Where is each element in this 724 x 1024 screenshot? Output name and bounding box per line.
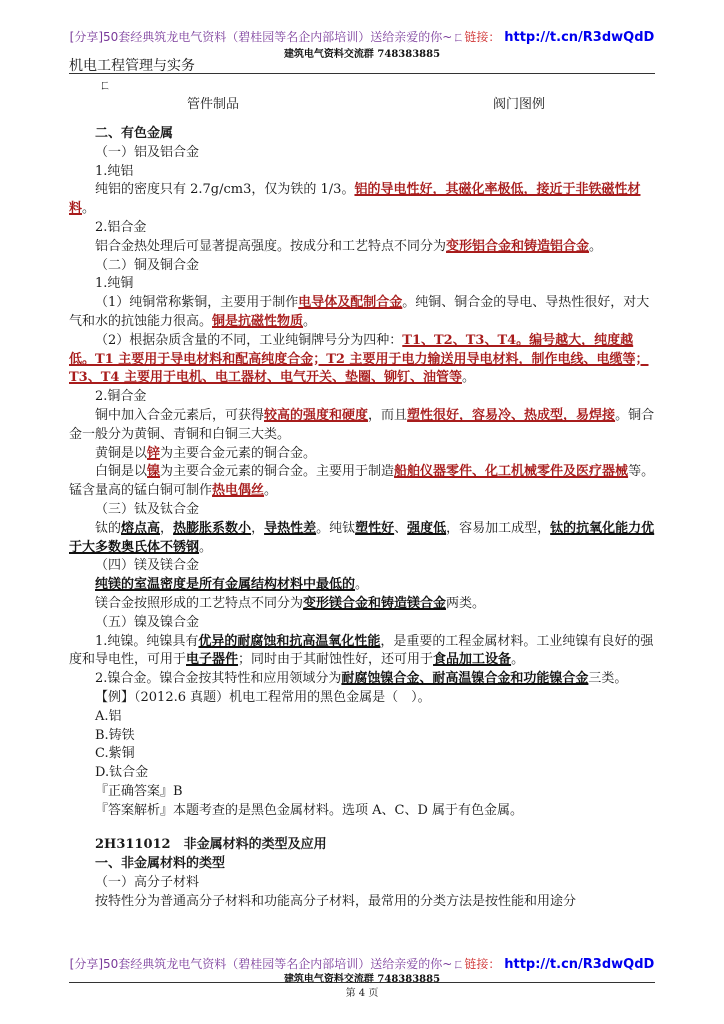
para-brass: 黄铜是以锌为主要合金元素的铜合金。: [95, 445, 317, 461]
para-cupronickel: 白铜是以镍为主要合金元素的铜合金。主要用于制造船舶仪器零件、化工机械零件及医疗器械等。锰含量高的锰白铜可制作热电偶丝。: [69, 464, 655, 499]
para-magnesium-1: 纯镁的室温密度是所有金属结构材料中最低的。: [95, 577, 369, 593]
figure-captions: [69, 76, 655, 114]
section-nonmetal-types: 一、非金属材料的类型: [95, 856, 226, 872]
document-body: [69, 76, 655, 912]
option-b: B.铸铁: [95, 727, 135, 743]
para-pure-aluminum: 纯铝的密度只有 2.7g/cm3，仅为铁的 1/3。铝的导电性好，其磁化率极低，接近于非铁磁性材料。: [69, 182, 641, 217]
highlight: 铜是抗磁性物质: [212, 313, 304, 329]
para-magnesium-2: 镁合金按照形成的工艺特点不同分为变形镁合金和铸造镁合金两类。: [95, 595, 486, 611]
footer-rule: [69, 982, 655, 983]
footer-share-text: [分享]50套经典筑龙电气资料（碧桂园等名企内部培训）送给亲爱的你~: [69, 957, 453, 971]
heading-aluminum: （一）铝及铝合金: [95, 144, 200, 160]
highlight: 强度低: [407, 520, 447, 536]
option-c: C.紫铜: [95, 746, 135, 762]
para-titanium: 钛的熔点高，热膨胀系数小，导热性差。纯钛塑性好、强度低，容易加工成型，钛的抗氧化能力优于大多数奥氏体不锈钢。: [69, 520, 655, 555]
highlight: 食品加工设备: [433, 652, 512, 668]
heading-polymer: （一）高分子材料: [95, 875, 200, 891]
page-number: 第 4 页: [345, 988, 379, 999]
option-a: A.铝: [95, 708, 122, 724]
heading-nickel: （五）镍及镍合金: [95, 614, 200, 630]
highlight: 优异的耐腐蚀和抗高温氧化性能: [198, 633, 381, 649]
section-nonferrous: 二、有色金属: [95, 126, 174, 141]
highlight: 钛的抗氧化能力优于大多数奥氏体不锈钢: [69, 520, 655, 555]
footer-link-label: 链接：: [464, 957, 501, 971]
highlight: 镍: [147, 464, 161, 480]
heading-pure-copper: 1.纯铜: [95, 276, 134, 292]
caption-fittings: 管件制品: [187, 97, 240, 112]
footer-glyph: ㄈ: [452, 957, 465, 971]
example-question: 【例】（2012.6 真题）机电工程常用的黑色金属是（ ）。: [95, 689, 431, 705]
header-link-label: 链接：: [464, 30, 501, 44]
heading-titanium: （三）钛及钛合金: [95, 501, 200, 517]
section-title-2h311012: 2H311012 非金属材料的类型及应用: [95, 837, 327, 853]
para-pure-copper-2: （2）根据杂质含量的不同，工业纯铜牌号分为四种：T1、T2、T3、T4。编号越大，纯度越低。T1 主要用于导电材料和配高纯度合金；T2 主要用于电力输送用导电材料，制作电线、电缆等；T3、T4 主要用于电机、电工器材、电气开关、垫圈、铆钉、油管等。: [69, 332, 649, 386]
correct-answer: 『正确答案』B: [95, 783, 183, 799]
header-group: 建筑电气资料交流群 748383885: [283, 49, 441, 60]
footer-link[interactable]: http://t.cn/R3dwQdD: [504, 957, 655, 972]
header-rule: [69, 73, 655, 74]
highlight: 塑性好: [355, 520, 395, 536]
para-copper-alloy: 铜中加入合金元素后，可获得较高的强度和硬度，而且塑性很好，容易冷、热成型，易焊接。铜合金一般分为黄铜、青铜和白铜三大类。: [69, 407, 655, 442]
para-aluminum-alloy: 铝合金热处理后可显著提高强度。按成分和工艺特点不同分为变形铝合金和铸造铝合金。: [95, 238, 603, 254]
highlight: 锌: [147, 445, 161, 461]
answer-explanation: 『答案解析』本题考查的是黑色金属材料。选项 A、C、D 属于有色金属。: [95, 802, 524, 818]
highlight: 热电偶丝: [212, 483, 265, 499]
highlight: 电导体及配制合金: [298, 295, 403, 311]
header-share-text: [分享]50套经典筑龙电气资料（碧桂园等名企内部培训）送给亲爱的你~: [69, 30, 453, 44]
highlight: 纯镁的室温密度是所有金属结构材料中最低的: [95, 577, 356, 593]
caption-valves: 阀门图例: [493, 97, 546, 112]
para-pure-copper-1: （1）纯铜常称紫铜，主要用于制作电导体及配制合金。纯铜、铜合金的导电、导热性很好，对大气和水的抗蚀能力很高。铜是抗磁性物质。: [69, 295, 650, 329]
highlight: 船舶仪器零件、化工机械零件及医疗器械: [394, 464, 629, 480]
book-title: 机电工程管理与实务: [69, 58, 195, 74]
highlight: 导热性差: [264, 520, 317, 536]
heading-copper-alloy: 2.铜合金: [95, 389, 147, 405]
footer-group: 建筑电气资料交流群 748383885: [283, 974, 441, 985]
highlight: 熔点高: [121, 520, 161, 536]
highlight: T1、T2、T3、T4。编号越大，纯度越低。T1 主要用于导电材料和配高纯度合金；T2 主要用于电力输送用导电材料，制作电线、电缆等；T3、T4 主要用于电机、电工器材、电气开关、垫圈、铆钉、油管等: [69, 332, 649, 386]
para-nickel-1: 1.纯镍。纯镍具有优异的耐腐蚀和抗高温氧化性能，是重要的工程金属材料。工业纯镍有良好的强度和导电性，可用于电子器件；同时由于其耐蚀性好，还可用于食品加工设备。: [69, 633, 654, 668]
highlight: 耐腐蚀镍合金、耐高温镍合金和功能镍合金: [341, 671, 589, 687]
header-glyph: ㄈ: [452, 30, 465, 44]
highlight: 变形铝合金和铸造铝合金: [446, 238, 590, 254]
para-nickel-2: 2.镍合金。镍合金按其特性和应用领域分为耐腐蚀镍合金、耐高温镍合金和功能镍合金三类。: [95, 671, 628, 687]
heading-magnesium: （四）镁及镁合金: [95, 558, 200, 574]
para-polymer: 按特性分为普通高分子材料和功能高分子材料，最常用的分类方法是按性能和用途分: [95, 893, 577, 909]
header-link[interactable]: http://t.cn/R3dwQdD: [504, 30, 655, 45]
heading-pure-aluminum: 1.纯铝: [95, 163, 134, 179]
highlight: 热膨胀系数小: [173, 520, 252, 536]
highlight: 变形镁合金和铸造镁合金: [303, 595, 447, 611]
figure-glyph: ㄈ: [99, 78, 112, 92]
highlight: 较高的强度和硬度: [264, 407, 369, 423]
highlight: 电子器件: [186, 652, 239, 668]
heading-aluminum-alloy: 2.铝合金: [95, 219, 147, 235]
highlight: 铝的导电性好，其磁化率极低，接近于非铁磁性材料: [69, 182, 641, 217]
option-d: D.钛合金: [95, 765, 149, 781]
header-share-line: [0, 28, 724, 45]
highlight: 塑性很好，容易冷、热成型，易焊接: [407, 407, 616, 423]
heading-copper: （二）铜及铜合金: [95, 257, 200, 273]
